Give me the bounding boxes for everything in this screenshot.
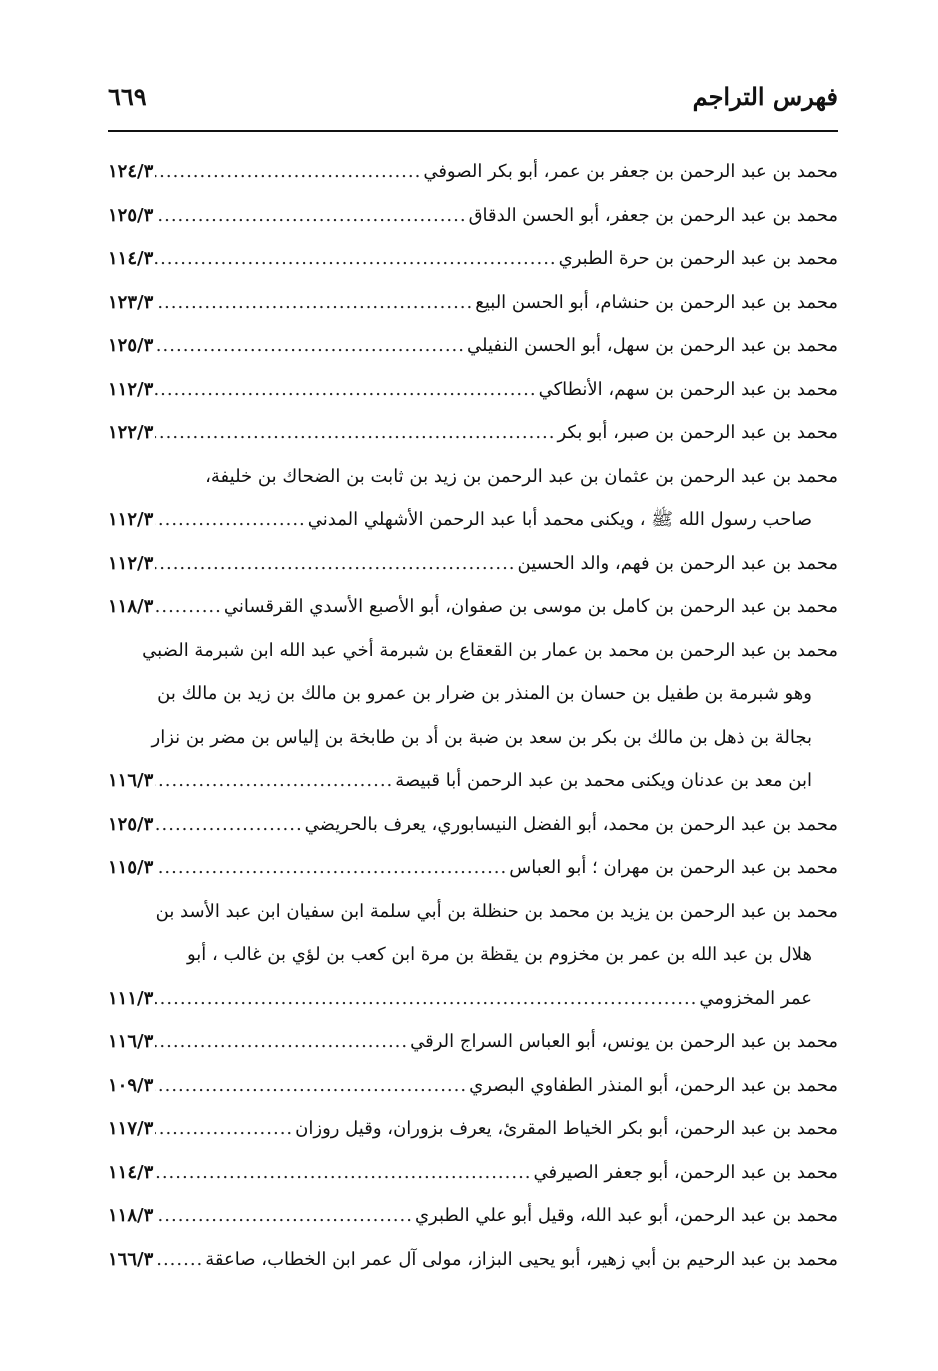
dot-leader: [155, 237, 556, 281]
index-entry: [108, 1194, 838, 1238]
index-entry: [108, 455, 838, 542]
entry-continuation-line: [108, 759, 838, 803]
entry-reference: ١١٢/٣: [108, 552, 154, 574]
entry-text: عمر المخزومي: [699, 987, 812, 1009]
entry-reference: ١٢٢/٣: [108, 422, 154, 443]
index-entry: [108, 890, 838, 1021]
entry-line: [108, 194, 838, 238]
dot-leader: [155, 759, 393, 803]
entry-text: محمد بن عبد الرحيم بن أبي زهير، أبو يحيى البزاز، مولى آل عمر ابن الخطاب، صاعقة: [205, 1248, 838, 1270]
entry-line: [108, 1151, 838, 1195]
entry-text: محمد بن عبد الرحمن بن عثمان بن عبد الرحمن بن زيد بن ثابت بن الضحاك بن خليفة،: [205, 465, 838, 487]
entry-text: ابن معد بن عدنان ويكنى محمد بن عبد الرحمن أبا قبيصة: [395, 770, 812, 791]
dot-leader: [155, 498, 306, 542]
index-entry: [108, 1020, 838, 1064]
dot-leader: [155, 1064, 467, 1108]
entry-reference: ١١٤/٣: [108, 1161, 154, 1183]
entry-line: [108, 368, 838, 412]
entry-reference: ١٦٦/٣: [108, 1248, 154, 1270]
entry-reference: ١١٥/٣: [108, 857, 154, 878]
dot-leader: [155, 1238, 203, 1282]
entry-text: محمد بن عبد الرحمن بن يزيد بن محمد بن حنظلة بن أبي سلمة ابن سفيان ابن عبد الأسد بن: [155, 900, 838, 922]
index-entry: [108, 846, 838, 890]
entry-text: محمد بن عبد الرحمن بن كامل بن موسى بن صفوان، أبو الأصبع الأسدي القرقساني: [223, 596, 838, 617]
index-entry: [108, 237, 838, 281]
entry-reference: ١١٤/٣: [108, 248, 154, 269]
entry-line: [108, 890, 838, 934]
index-entry: [108, 1238, 838, 1282]
dot-leader: [155, 194, 466, 238]
entry-text: محمد بن عبد الرحمن بن جعفر، أبو الحسن الدقاق: [468, 204, 838, 226]
page-number: ٦٦٩: [108, 82, 147, 111]
page-header: [108, 74, 838, 126]
entry-text: محمد بن عبد الرحمن بن يونس، أبو العباس السراج الرقي: [410, 1031, 838, 1052]
entry-text: محمد بن عبد الرحمن بن فهم، والد الحسين: [517, 552, 838, 574]
entry-text: محمد بن عبد الرحمن بن حنشام، أبو الحسن البيع: [475, 291, 838, 313]
entry-reference: ١٢٤/٣: [108, 161, 154, 182]
entry-text: بجالة بن ذهل بن مالك بن بكر بن سعد بن ضبة بن أد بن طابخة بن إلياس بن مضر بن نزار: [151, 726, 812, 748]
entry-line: [108, 237, 838, 281]
entry-line: [108, 1064, 838, 1108]
index-entry: [108, 150, 838, 194]
running-title: فهرس التراجم: [692, 82, 838, 111]
entry-reference: ١٢٥/٣: [108, 335, 154, 356]
entry-text: محمد بن عبد الرحمن بن محمد، أبو الفضل النيسابوري، يعرف بالحريضي: [304, 813, 838, 835]
entry-text: محمد بن عبد الرحمن، أبو جعفر الصيرفي: [533, 1161, 838, 1183]
dot-leader: [155, 977, 697, 1021]
entry-text: وهو شبرمة بن طفيل بن حسان بن المنذر بن ضرار بن عمرو بن مالك بن زيد بن مالك بن: [157, 683, 812, 704]
dot-leader: [155, 411, 555, 455]
index-entry: [108, 1107, 838, 1151]
entry-reference: ١١٧/٣: [108, 1118, 154, 1139]
entry-line: [108, 629, 838, 673]
dot-leader: [155, 585, 222, 629]
entry-continuation-line: [108, 716, 838, 760]
entry-continuation-line: [108, 977, 838, 1021]
index-entry: [108, 542, 838, 586]
index-entry: [108, 411, 838, 455]
entry-text: صاحب رسول الله ﷺ ، ويكنى محمد أبا عبد الرحمن الأشهلي المدني: [307, 509, 812, 530]
entry-reference: ١١٨/٣: [108, 1205, 154, 1226]
header-rule: [108, 130, 838, 132]
index-entry: [108, 1151, 838, 1195]
dot-leader: [155, 368, 536, 412]
entry-reference: ١٠٩/٣: [108, 1074, 154, 1096]
entry-text: محمد بن عبد الرحمن بن حرة الطبري: [558, 248, 838, 269]
entry-continuation-line: [108, 933, 838, 977]
entry-text: محمد بن عبد الرحمن بن صبر، أبو بكر: [557, 422, 838, 443]
index-entry: [108, 1064, 838, 1108]
entry-line: [108, 1194, 838, 1238]
entry-text: محمد بن عبد الرحمن بن جعفر بن عمر، أبو بكر الصوفي: [423, 161, 838, 182]
entry-line: [108, 455, 838, 499]
dot-leader: [155, 150, 421, 194]
dot-leader: [155, 281, 473, 325]
dot-leader: [155, 1151, 531, 1195]
entry-line: [108, 150, 838, 194]
entry-reference: ١٢٥/٣: [108, 813, 154, 835]
entry-text: محمد بن عبد الرحمن بن سهل، أبو الحسن النفيلي: [467, 335, 838, 356]
entry-text: محمد بن عبد الرحمن، أبو بكر الخياط المقرئ، يعرف بزوران، وقيل روزان: [295, 1118, 838, 1139]
entry-reference: ١١٢/٣: [108, 509, 154, 530]
entry-text: محمد بن عبد الرحمن، أبو المنذر الطفاوي البصري: [469, 1074, 838, 1096]
entry-text: محمد بن عبد الرحمن، أبو عبد الله، وقيل أبو علي الطبري: [414, 1205, 838, 1226]
index-entry: [108, 368, 838, 412]
entry-line: [108, 585, 838, 629]
entry-line: [108, 803, 838, 847]
entry-continuation-line: [108, 672, 838, 716]
entry-continuation-line: [108, 498, 838, 542]
dot-leader: [155, 1107, 293, 1151]
entry-line: [108, 281, 838, 325]
entry-reference: ١١٨/٣: [108, 596, 154, 617]
entry-line: [108, 542, 838, 586]
entry-reference: ١١٦/٣: [108, 770, 154, 791]
entry-reference: ١٢٣/٣: [108, 291, 154, 313]
dot-leader: [155, 542, 515, 586]
entry-list: [108, 150, 838, 1281]
entry-line: [108, 846, 838, 890]
index-entry: [108, 629, 838, 803]
entry-text: محمد بن عبد الرحمن بن سهم، الأنطاكي: [538, 378, 838, 400]
entry-text: محمد بن عبد الرحمن بن محمد بن عمار بن القعقاع بن شبرمة أخي عبد الله ابن شبرمة الضبي: [142, 639, 838, 661]
dot-leader: [155, 324, 465, 368]
entry-line: [108, 411, 838, 455]
dot-leader: [155, 1194, 413, 1238]
index-entry: [108, 281, 838, 325]
index-entry: [108, 324, 838, 368]
entry-reference: ١٢٥/٣: [108, 204, 154, 226]
dot-leader: [155, 846, 507, 890]
entry-line: [108, 1107, 838, 1151]
entry-line: [108, 1020, 838, 1064]
index-page: [108, 74, 838, 1324]
index-entry: [108, 194, 838, 238]
entry-text: محمد بن عبد الرحمن بن مهران ؛ أبو العباس: [509, 857, 838, 878]
index-entry: [108, 585, 838, 629]
index-entry: [108, 803, 838, 847]
entry-line: [108, 324, 838, 368]
entry-reference: ١١٦/٣: [108, 1031, 154, 1052]
entry-text: هلال بن عبد الله بن عمر بن مخزوم بن يقظة بن مرة ابن كعب بن لؤي بن غالب ، أبو: [186, 944, 812, 965]
entry-reference: ١١١/٣: [108, 987, 154, 1009]
entry-reference: ١١٢/٣: [108, 378, 154, 400]
entry-line: [108, 1238, 838, 1282]
dot-leader: [155, 803, 302, 847]
dot-leader: [155, 1020, 408, 1064]
